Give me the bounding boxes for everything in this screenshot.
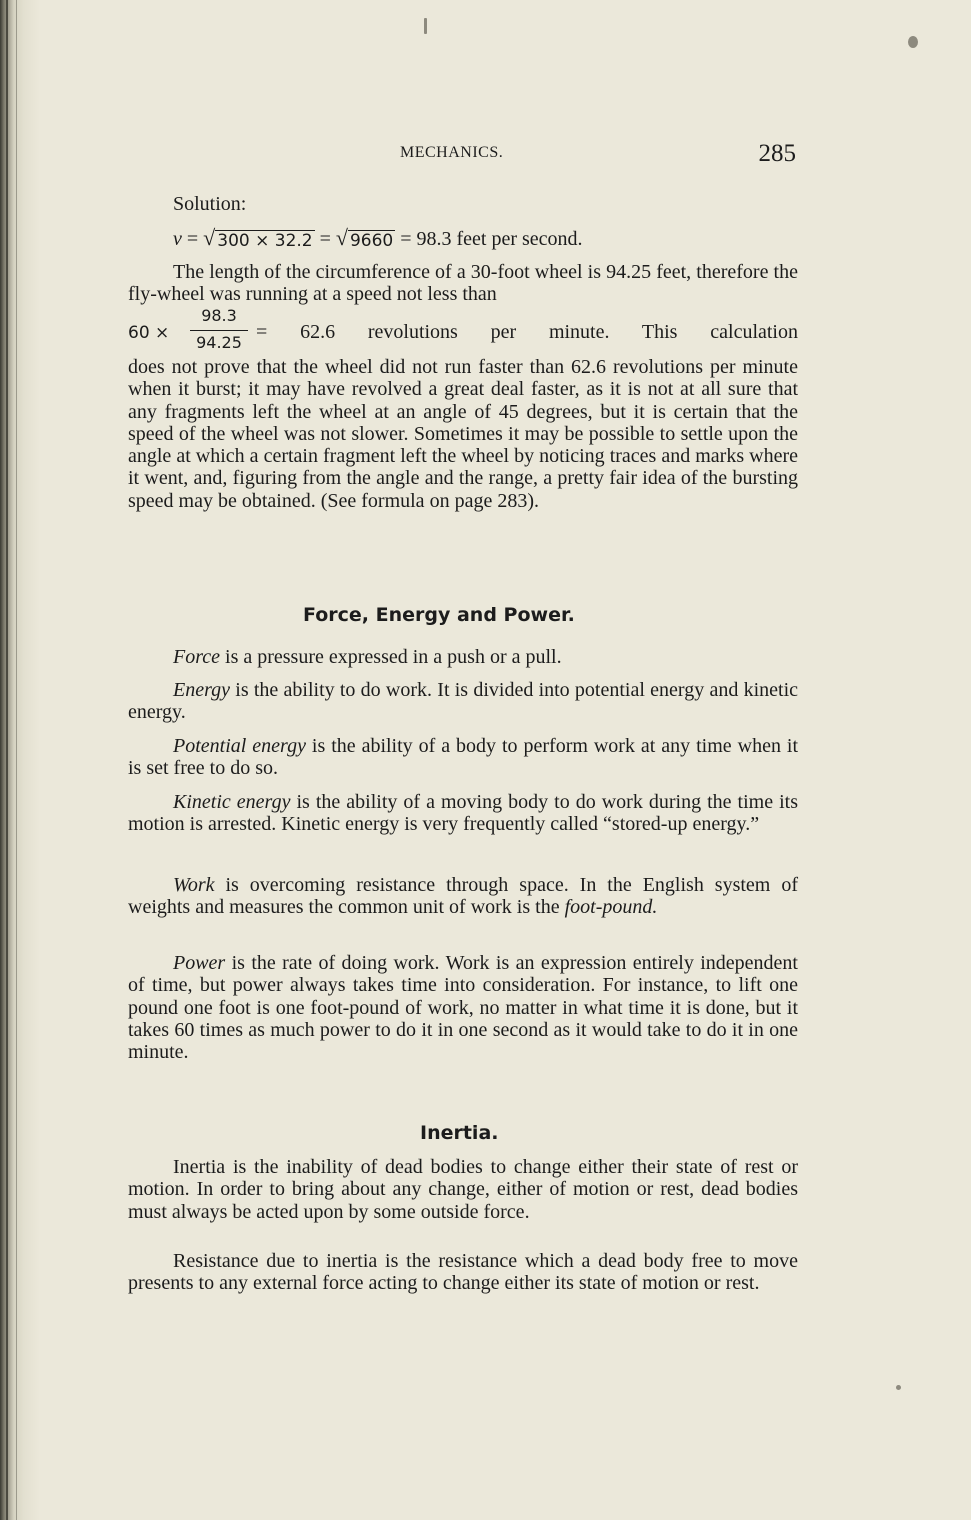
paragraph-text: The length of the circumference of a 30-foot wheel is 94.25 feet, therefore the fly-wheel was running at a speed not less than <box>128 261 798 306</box>
kinetic-energy-definition <box>128 791 798 836</box>
definition-text: is the rate of doing work. Work is an expression entirely independent of time, but power always takes time into consideration. For instance, to lift one pound one foot is one foot-pound of work, no matter in what time it is done, but it takes 60 times as much power to do it in one second as it would take to do it in one minute. <box>128 952 798 1064</box>
force-definition <box>128 646 798 668</box>
energy-definition <box>128 679 798 724</box>
equation-equals: = <box>314 228 336 250</box>
term-energy: Energy <box>173 679 231 701</box>
definition-text: is the ability of a moving body to do work during the time its motion is arrested. Kinetic energy is very frequently called “stored-up energy.” <box>128 791 799 836</box>
equation-result: = 98.3 feet per second. <box>395 228 583 250</box>
paragraph-text: Inertia is the inability of dead bodies to change either their state of rest or motion. In order to bring about any change, either of motion or rest, dead bodies must always be acted upon by some outside force. <box>128 1156 798 1223</box>
fraction-multiplier: 60 × <box>128 323 170 343</box>
section-heading-inertia: Inertia. <box>420 1122 499 1144</box>
continuation-paragraph: does not prove that the wheel did not run faster than 62.6 revolutions per minute when it burst; it may have revolved a great deal faster, as it is not at all sure that any fragments left the wheel at an angle of 45 degrees, but it is certain that the speed of the wheel was not slower. Sometimes it may be possible to settle upon the angle at which a certain fragment left the wheel by noticing traces and marks where it went, and, figuring from the angle and the range, a pretty fair idea of the bursting speed may be obtained. (See formula on page 283). <box>128 356 798 512</box>
square-root-icon: √ <box>335 225 348 250</box>
term-potential-energy: Potential energy <box>173 735 306 757</box>
definition-text: is overcoming resistance through space. In the English system of weights and measures the common unit of work is the <box>128 874 798 919</box>
fraction-numerator: 98.3 <box>201 306 237 325</box>
term-kinetic-energy: Kinetic energy <box>173 791 291 813</box>
fraction-result-text: = 62.6 revolutions per minute. This calculation <box>256 321 798 343</box>
radicand: 9660 <box>349 231 394 251</box>
radical-expression <box>336 225 395 251</box>
circumference-paragraph <box>128 261 798 306</box>
work-definition <box>128 874 798 919</box>
running-head: MECHANICS. <box>400 144 504 161</box>
paper-speck <box>896 1385 901 1390</box>
definition-text: is the ability of a body to perform work at any time when it is set free to do so. <box>128 735 799 780</box>
solution-label: Solution: <box>173 193 247 215</box>
equation-equals: = <box>181 228 204 250</box>
fraction-denominator: 94.25 <box>196 333 242 352</box>
definition-text: is a pressure expressed in a push or a pull. <box>220 646 562 668</box>
term-foot-pound: foot-pound. <box>564 896 658 919</box>
speed-fraction-line <box>128 306 798 356</box>
section-heading-force: Force, Energy and Power. <box>303 604 575 626</box>
radical-expression <box>203 225 314 251</box>
paragraph-text: Resistance due to inertia is the resistance which a dead body free to move presents to any external force acting to change either its state of motion or rest. <box>128 1250 798 1295</box>
fraction-bar <box>190 330 248 331</box>
paper-speck <box>908 36 918 48</box>
power-definition <box>128 952 798 1063</box>
square-root-icon: √ <box>203 225 216 250</box>
page-header <box>128 141 798 171</box>
resistance-paragraph <box>128 1250 798 1295</box>
term-work: Work <box>173 874 215 896</box>
page-number: 285 <box>758 140 796 167</box>
definition-text: is the ability to do work. It is divided into potential energy and kinetic energy. <box>128 679 798 724</box>
term-force: Force <box>173 646 221 668</box>
book-spine-shadow <box>0 0 40 1520</box>
term-power: Power <box>173 952 226 974</box>
potential-energy-definition <box>128 735 798 780</box>
fraction <box>190 306 248 353</box>
paper-speck <box>424 18 427 34</box>
velocity-equation <box>173 225 583 251</box>
radicand: 300 × 32.2 <box>217 231 313 251</box>
equation-variable: v <box>173 228 182 250</box>
inertia-paragraph <box>128 1156 798 1223</box>
